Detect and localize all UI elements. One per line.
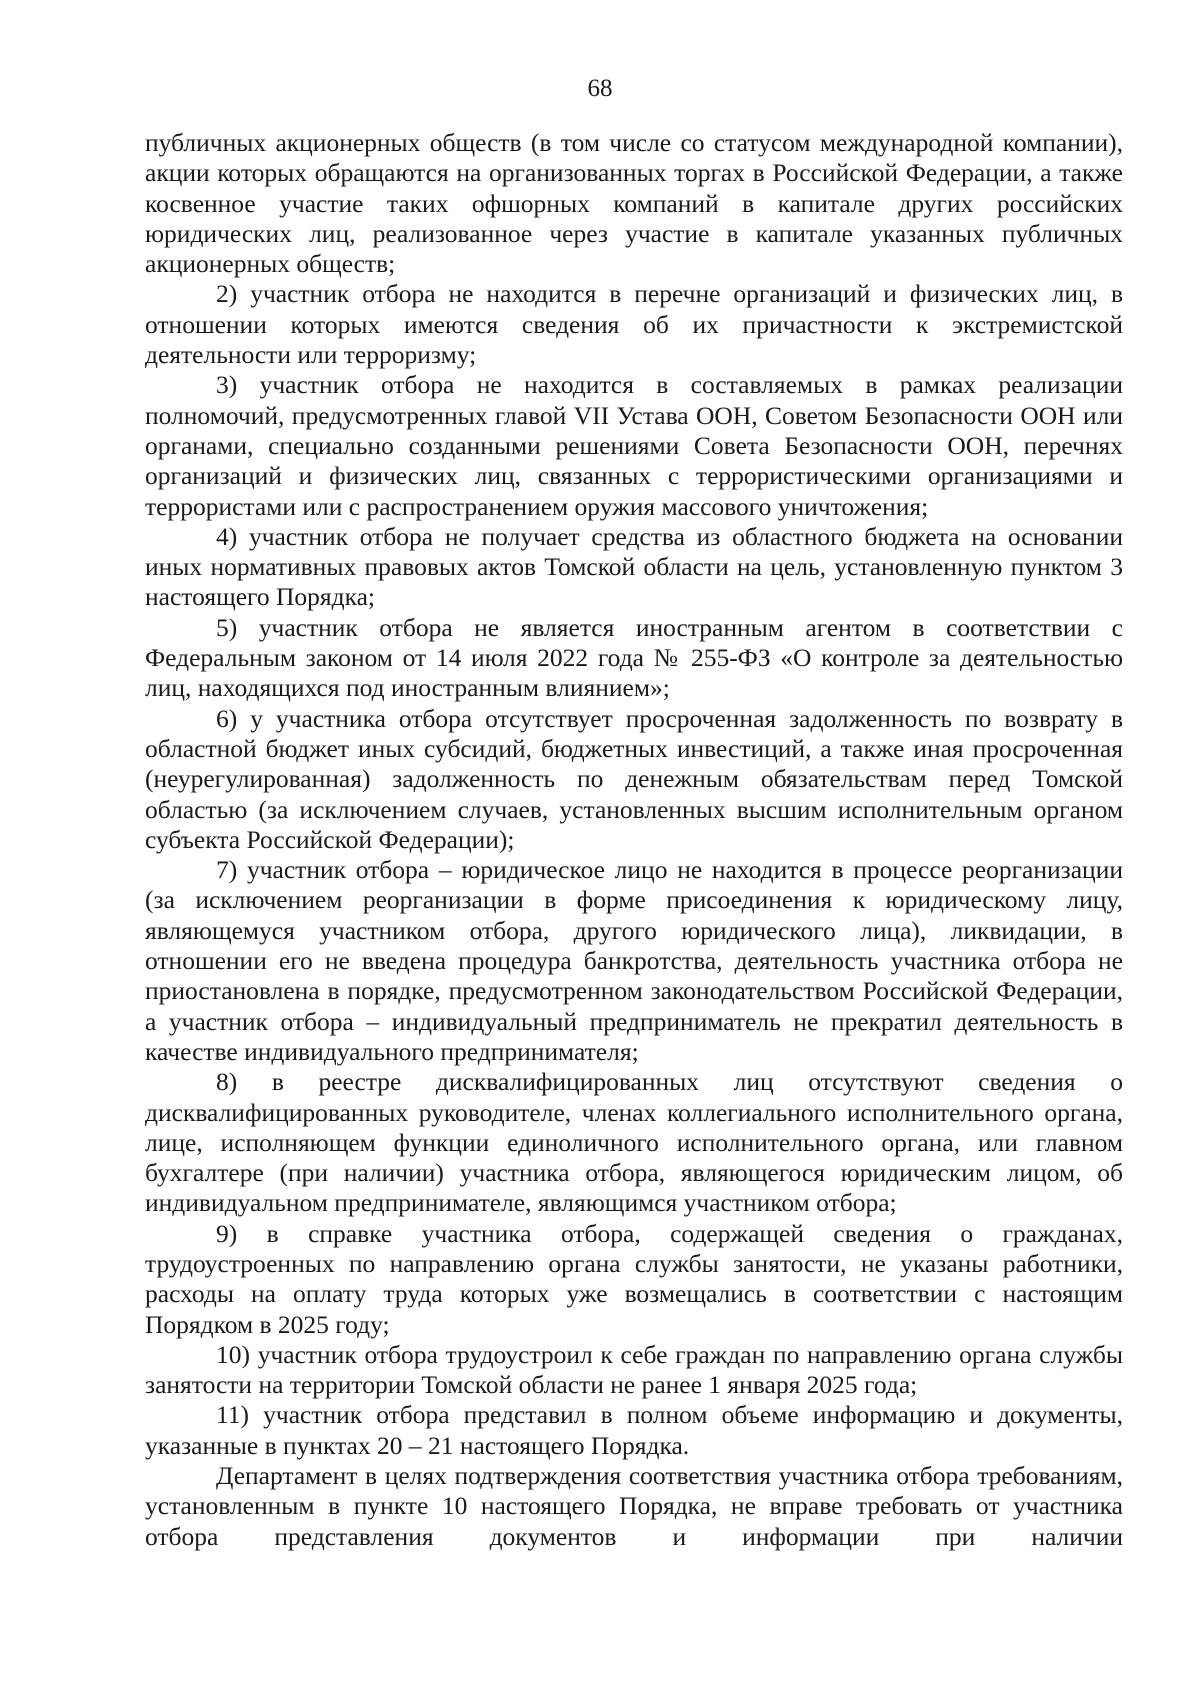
document-body <box>145 128 1123 1552</box>
paragraph-item-8: 8) в реестре дисквалифицированных лиц отсутствуют сведения о дисквалифицированных руководителе, членах коллегиального исполнительного органа, лице, исполняющем функции единоличного исполнительного органа, или главном бухгалтере (при наличии) участника отбора, являющегося юридическим лицом, об индивидуальном предпринимателе, являющимся участником отбора; <box>145 1067 1123 1218</box>
page-number: 68 <box>587 75 613 102</box>
paragraph-item-3: 3) участник отбора не находится в составляемых в рамках реализации полномочий, предусмотренных главой VII Устава ООН, Советом Безопасности ООН или органами, специально созданными решениями Совета Безопасности ООН, перечнях организаций и физических лиц, связанных с террористическими организациями и террористами или с распространением оружия массового уничтожения; <box>145 370 1123 521</box>
paragraph-continuation: публичных акционерных обществ (в том числе со статусом международной компании), акции которых обращаются на организованных торгах в Российской Федерации, а также косвенное участие таких офшорных компаний в капитале других российских юридических лиц, реализованное через участие в капитале указанных публичных акционерных обществ; <box>145 128 1123 279</box>
paragraph-item-9: 9) в справке участника отбора, содержащей сведения о гражданах, трудоустроенных по направлению органа службы занятости, не указаны работники, расходы на оплату труда которых уже возмещались в соответствии с настоящим Порядком в 2025 году; <box>145 1218 1123 1339</box>
paragraph-item-6: 6) у участника отбора отсутствует просроченная задолженность по возврату в областной бюджет иных субсидий, бюджетных инвестиций, а также иная просроченная (неурегулированная) задолженность по денежным обязательствам перед Томской областью (за исключением случаев, установленных высшим исполнительным органом субъекта Российской Федерации); <box>145 703 1123 854</box>
paragraph-item-7: 7) участник отбора – юридическое лицо не находится в процессе реорганизации (за исключением реорганизации в форме присоединения к юридическому лицу, являющемуся участником отбора, другого юридического лица), ликвидации, в отношении его не введена процедура банкротства, деятельность участника отбора не приостановлена в порядке, предусмотренном законодательством Российской Федерации, а участник отбора – индивидуальный предприниматель не прекратил деятельность в качестве индивидуального предпринимателя; <box>145 855 1123 1066</box>
paragraph-department: Департамент в целях подтверждения соответствия участника отбора требованиям, установленным в пункте 10 настоящего Порядка, не вправе требовать от участника отбора представления документов и информации при наличии <box>145 1461 1123 1551</box>
paragraph-item-2: 2) участник отбора не находится в перечне организаций и физических лиц, в отношении которых имеются сведения об их причастности к экстремистской деятельности или терроризму; <box>145 279 1123 370</box>
paragraph-item-10: 10) участник отбора трудоустроил к себе граждан по направлению органа службы занятости на территории Томской области не ранее 1 января 2025 года; <box>145 1339 1123 1400</box>
paragraph-item-11: 11) участник отбора представил в полном объеме информацию и документы, указанные в пунктах 20 – 21 настоящего Порядка. <box>145 1400 1123 1460</box>
paragraph-item-4: 4) участник отбора не получает средства из областного бюджета на основании иных нормативных правовых актов Томской области на цель, установленную пунктом 3 настоящего Порядка; <box>145 521 1123 612</box>
paragraph-item-5: 5) участник отбора не является иностранным агентом в соответствии с Федеральным законом от 14 июля 2022 года № 255-ФЗ «О контроле за деятельностью лиц, находящихся под иностранным влиянием»; <box>145 612 1123 703</box>
